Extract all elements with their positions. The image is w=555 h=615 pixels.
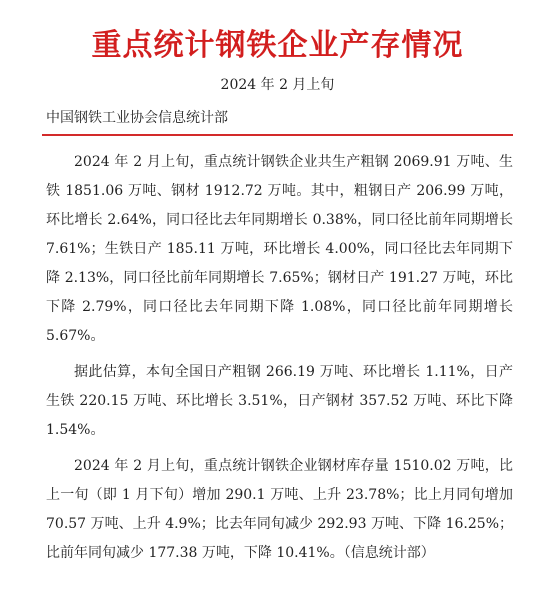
article-body [46, 148, 513, 575]
department-name: 中国钢铁工业协会信息统计部 [46, 110, 228, 126]
header-divider [42, 134, 513, 136]
paragraph-inventory: 2024 年 2 月上旬，重点统计钢铁企业钢材库存量 1510.02 万吨，比上一旬（即 1 月下旬）增加 290.1 万吨、上升 23.78%；比上月同旬增加 70.57 万吨、上升 4.9%；比去年同旬减少 292.93 万吨、下降 16.25%；比前年同旬减少 177.38 万吨，下降 10.41%。（信息统计部） [46, 458, 513, 561]
page-title: 重点统计钢铁企业产存情况 [91, 28, 464, 63]
paragraph-production: 2024 年 2 月上旬，重点统计钢铁企业共生产粗钢 2069.91 万吨、生铁 1851.06 万吨、钢材 1912.72 万吨。其中，粗钢日产 206.99 万吨，环比增长 2.64%，同口径比去年同期增长 0.38%，同口径比前年同期增长 7.61%；生铁日产 185.11 万吨，环比增长 4.00%，同口径比去年同期下降 2.13%，同口径比前年同期增长 7.65%；钢材日产 191.27 万吨，环比下降 2.79%，同口径比去年同期下降 1.08%，同口径比前年同期增长 5.67%。 [46, 154, 513, 344]
report-date: 2024 年 2 月上旬 [220, 77, 335, 93]
paragraph-estimate: 据此估算，本旬全国日产粗钢 266.19 万吨、环比增长 1.11%，日产生铁 220.15 万吨、环比增长 3.51%，日产钢材 357.52 万吨、环比下降 1.54%。 [46, 364, 513, 438]
